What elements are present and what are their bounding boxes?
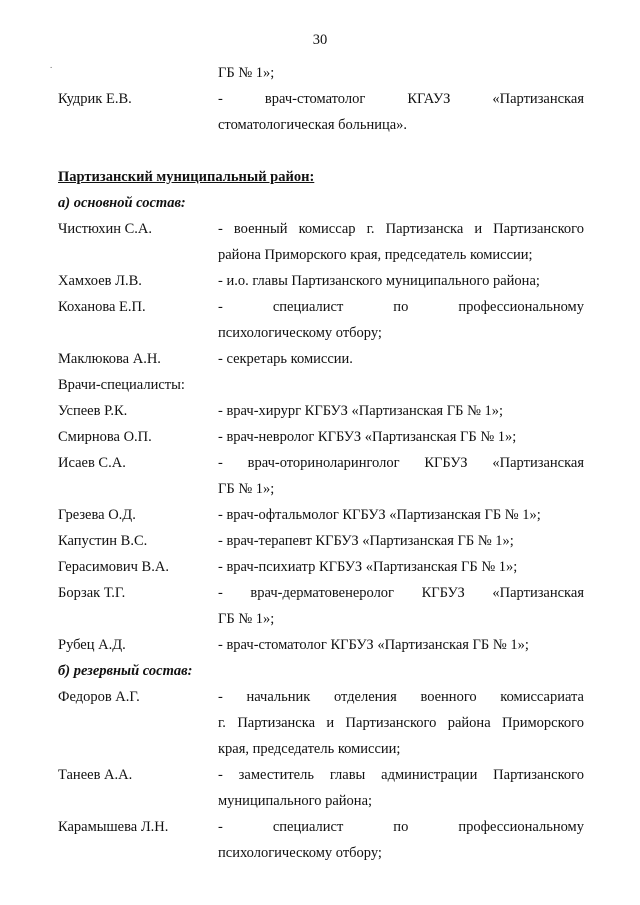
section-heading: Партизанский муниципальный район: [58,169,315,185]
member-name: Смирнова О.П. [58,429,152,445]
member-description: - врач-хирург КГБУЗ «Партизанская ГБ № 1»; [218,403,504,419]
member-description: - врач-оториноларинголог КГБУЗ «Партизанская [218,455,584,471]
member-description: стоматологическая больница». [218,117,408,133]
subsection-heading: а) основной состав: [58,195,186,211]
member-name: Врачи-специалисты: [58,377,185,393]
margin-mark: . [50,60,53,70]
member-description: психологическому отбору; [218,845,382,861]
page-number: 30 [312,32,328,48]
member-description: края, председатель комиссии; [218,741,401,757]
member-description: - врач-офтальмолог КГБУЗ «Партизанская ГБ № 1»; [218,507,541,523]
member-description: - заместитель главы администрации Партизанского [218,767,584,783]
member-description: района Приморского края, председатель комиссии; [218,247,533,263]
member-name: Капустин В.С. [58,533,148,549]
member-description: ГБ № 1»; [218,481,275,497]
member-description: психологическому отбору; [218,325,382,341]
member-name: Грезева О.Д. [58,507,136,523]
member-description: - врач-стоматолог КГБУЗ «Партизанская ГБ № 1»; [218,637,529,653]
member-description: г. Партизанска и Партизанского района Приморского [218,715,584,731]
member-description: муниципального района; [218,793,373,809]
member-description: - врач-дерматовенеролог КГБУЗ «Партизанская [218,585,584,601]
member-description: - врач-психиатр КГБУЗ «Партизанская ГБ № 1»; [218,559,518,575]
member-description: ГБ № 1»; [218,611,275,627]
member-name: Чистюхин С.А. [58,221,153,237]
member-description: - секретарь комиссии. [218,351,353,367]
member-name: Исаев С.А. [58,455,126,471]
member-description: - и.о. главы Партизанского муниципального района; [218,273,540,289]
member-description: - военный комиссар г. Партизанска и Партизанского [218,221,584,237]
member-name: Кудрик Е.В. [58,91,132,107]
subsection-heading: б) резервный состав: [58,663,193,679]
member-name: Борзак Т.Г. [58,585,126,601]
member-name: Федоров А.Г. [58,689,140,705]
member-description: - врач-терапевт КГБУЗ «Партизанская ГБ № 1»; [218,533,514,549]
member-description: ГБ № 1»; [218,65,275,81]
member-name: Рубец А.Д. [58,637,126,653]
member-name: Успеев Р.К. [58,403,128,419]
member-name: Хамхоев Л.В. [58,273,142,289]
member-name: Маклюкова А.Н. [58,351,161,367]
member-name: Танеев А.А. [58,767,133,783]
member-name: Коханова Е.П. [58,299,146,315]
member-name: Герасимович В.А. [58,559,169,575]
member-name: Карамышева Л.Н. [58,819,169,835]
member-description: - врач-невролог КГБУЗ «Партизанская ГБ № 1»; [218,429,517,445]
member-description: - специалист по профессиональному [218,299,584,315]
member-description: - врач-стоматолог КГАУЗ «Партизанская [218,91,584,107]
member-description: - начальник отделения военного комиссариата [218,689,584,705]
member-description: - специалист по профессиональному [218,819,584,835]
